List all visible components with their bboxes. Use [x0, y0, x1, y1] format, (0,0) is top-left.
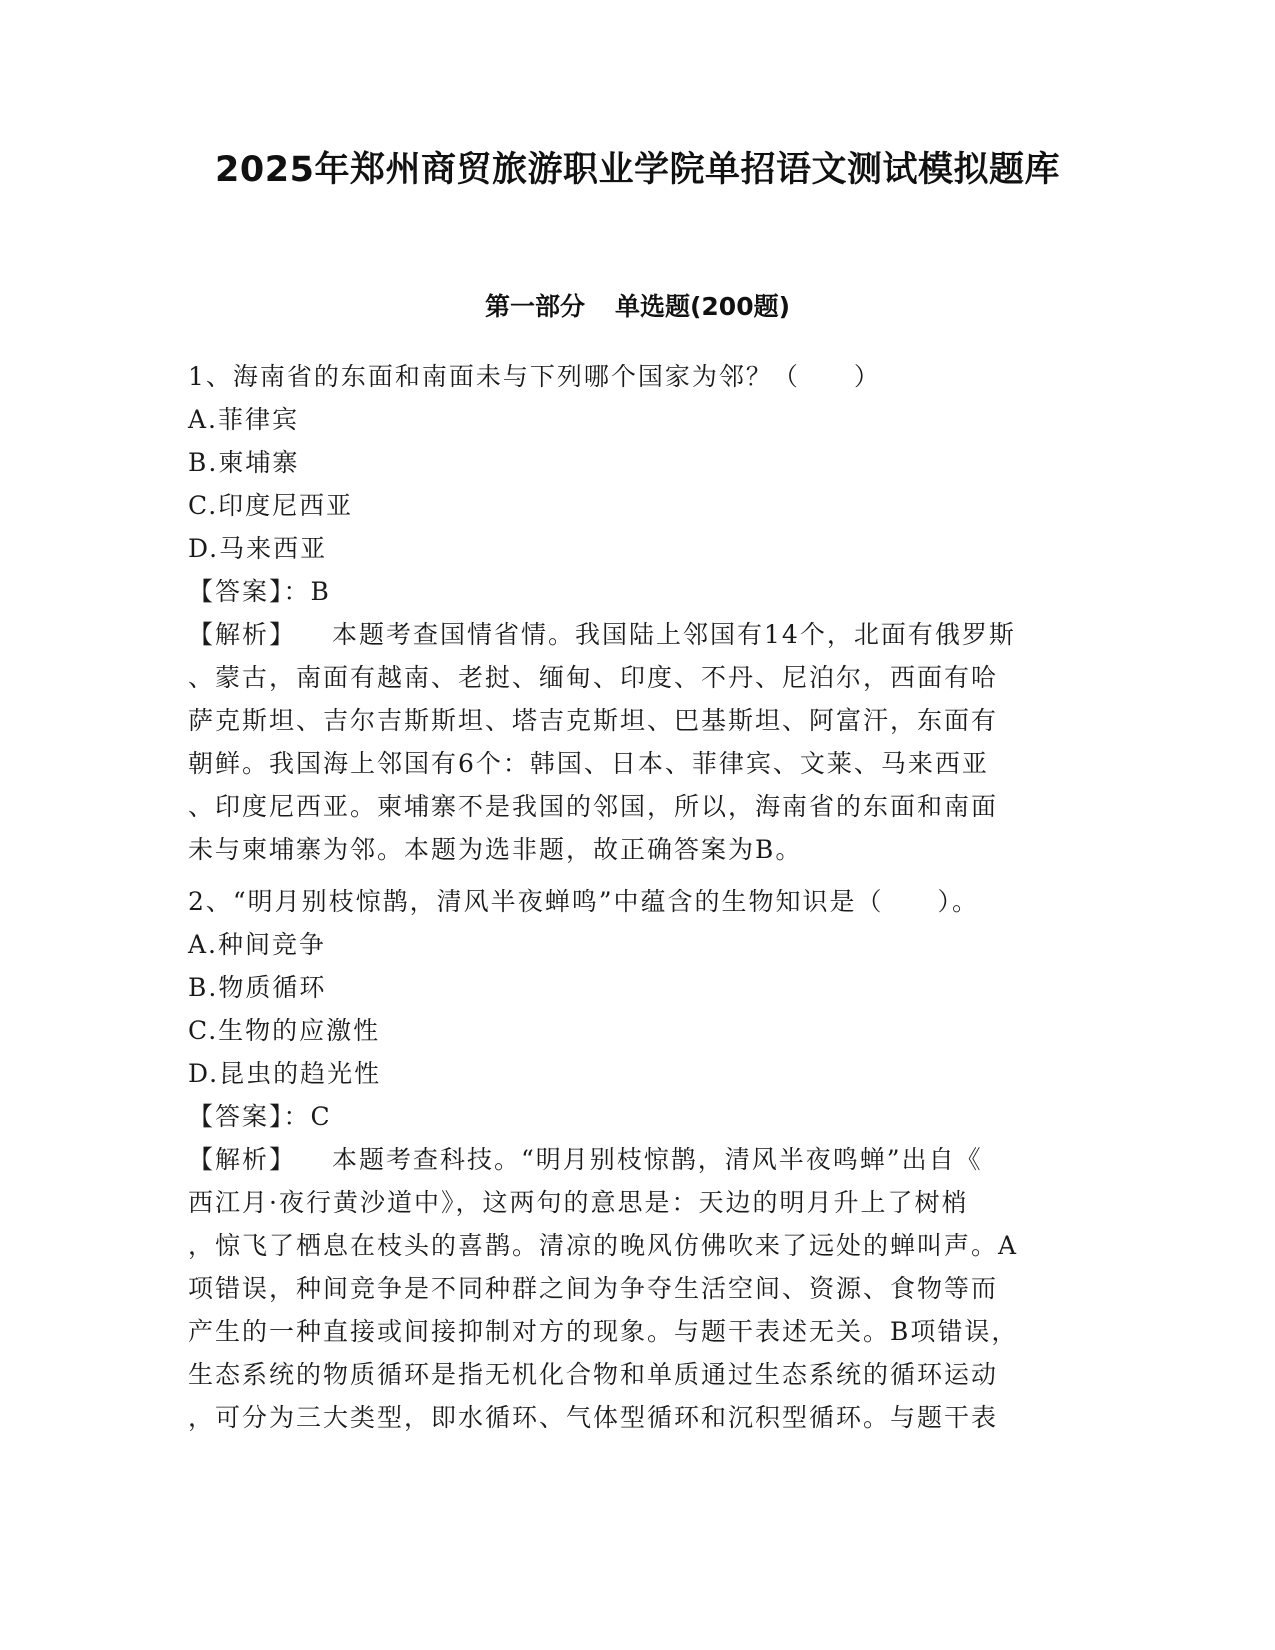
analysis-line	[188, 613, 1078, 656]
option-d: D.昆虫的趋光性	[188, 1059, 382, 1088]
answer-label: 【答案】：	[188, 1102, 311, 1131]
analysis-line: 生态系统的物质循环是指无机化合物和单质通过生态系统的循环运动	[188, 1360, 999, 1389]
answer-value: B	[310, 577, 331, 606]
analysis-line: ，可分为三大类型，即水循环、气体型循环和沉积型循环。与题干表	[188, 1403, 999, 1432]
analysis-line: 西江月·夜行黄沙道中》，这两句的意思是：天边的明月升上了树梢	[188, 1188, 969, 1217]
section-part: 第一部分	[484, 292, 585, 321]
analysis-line: 萨克斯坦、吉尔吉斯斯坦、塔吉克斯坦、巴基斯坦、阿富汗，东面有	[188, 706, 999, 735]
option-c: C.生物的应激性	[188, 1016, 381, 1045]
analysis-line: 朝鲜。我国海上邻国有6个：韩国、日本、菲律宾、文莱、马来西亚	[188, 749, 989, 778]
analysis-label: 【解析】	[188, 1145, 297, 1174]
analysis-text: 本题考查科技。“明月别枝惊鹊，清风半夜鸣蝉”出自《	[332, 1145, 983, 1174]
answer-label: 【答案】：	[188, 577, 311, 606]
question-stem: 1、海南省的东面和南面未与下列哪个国家为邻？（ ）	[188, 362, 881, 391]
question-stem: 2、“明月别枝惊鹊，清风半夜蝉鸣”中蕴含的生物知识是（ ）。	[188, 887, 979, 916]
question-list	[188, 355, 1078, 1439]
document-title: 2025年郑州商贸旅游职业学院单招语文测试模拟题库	[215, 150, 1060, 190]
question-1	[188, 355, 1078, 871]
analysis-label: 【解析】	[188, 620, 297, 649]
analysis-text: 本题考查国情省情。我国陆上邻国有14个，北面有俄罗斯	[332, 620, 1016, 649]
analysis-line	[188, 1138, 1078, 1181]
section-name: 单选题(200题)	[614, 292, 791, 321]
section-heading	[0, 290, 1275, 324]
option-d: D.马来西亚	[188, 534, 328, 563]
option-c: C.印度尼西亚	[188, 491, 354, 520]
answer-value: C	[310, 1102, 332, 1131]
analysis-line: 、印度尼西亚。柬埔寨不是我国的邻国，所以，海南省的东面和南面	[188, 792, 999, 821]
answer-line	[188, 1095, 1078, 1138]
option-b: B.物质循环	[188, 973, 327, 1002]
analysis-line: 产生的一种直接或间接抑制对方的现象。与题干表述无关。B项错误，	[188, 1317, 1019, 1346]
analysis-line: 、蒙古，南面有越南、老挝、缅甸、印度、不丹、尼泊尔，西面有哈	[188, 663, 999, 692]
analysis-line: 未与柬埔寨为邻。本题为选非题，故正确答案为B。	[188, 835, 803, 864]
analysis-line: ，惊飞了栖息在枝头的喜鹊。清凉的晚风仿佛吹来了远处的蝉叫声。A	[188, 1231, 1019, 1260]
option-b: B.柬埔寨	[188, 448, 300, 477]
analysis-line: 项错误，种间竞争是不同种群之间为争夺生活空间、资源、食物等而	[188, 1274, 999, 1303]
question-2	[188, 880, 1078, 1439]
answer-line	[188, 570, 1078, 613]
option-a: A.菲律宾	[188, 405, 300, 434]
option-a: A.种间竞争	[188, 930, 327, 959]
